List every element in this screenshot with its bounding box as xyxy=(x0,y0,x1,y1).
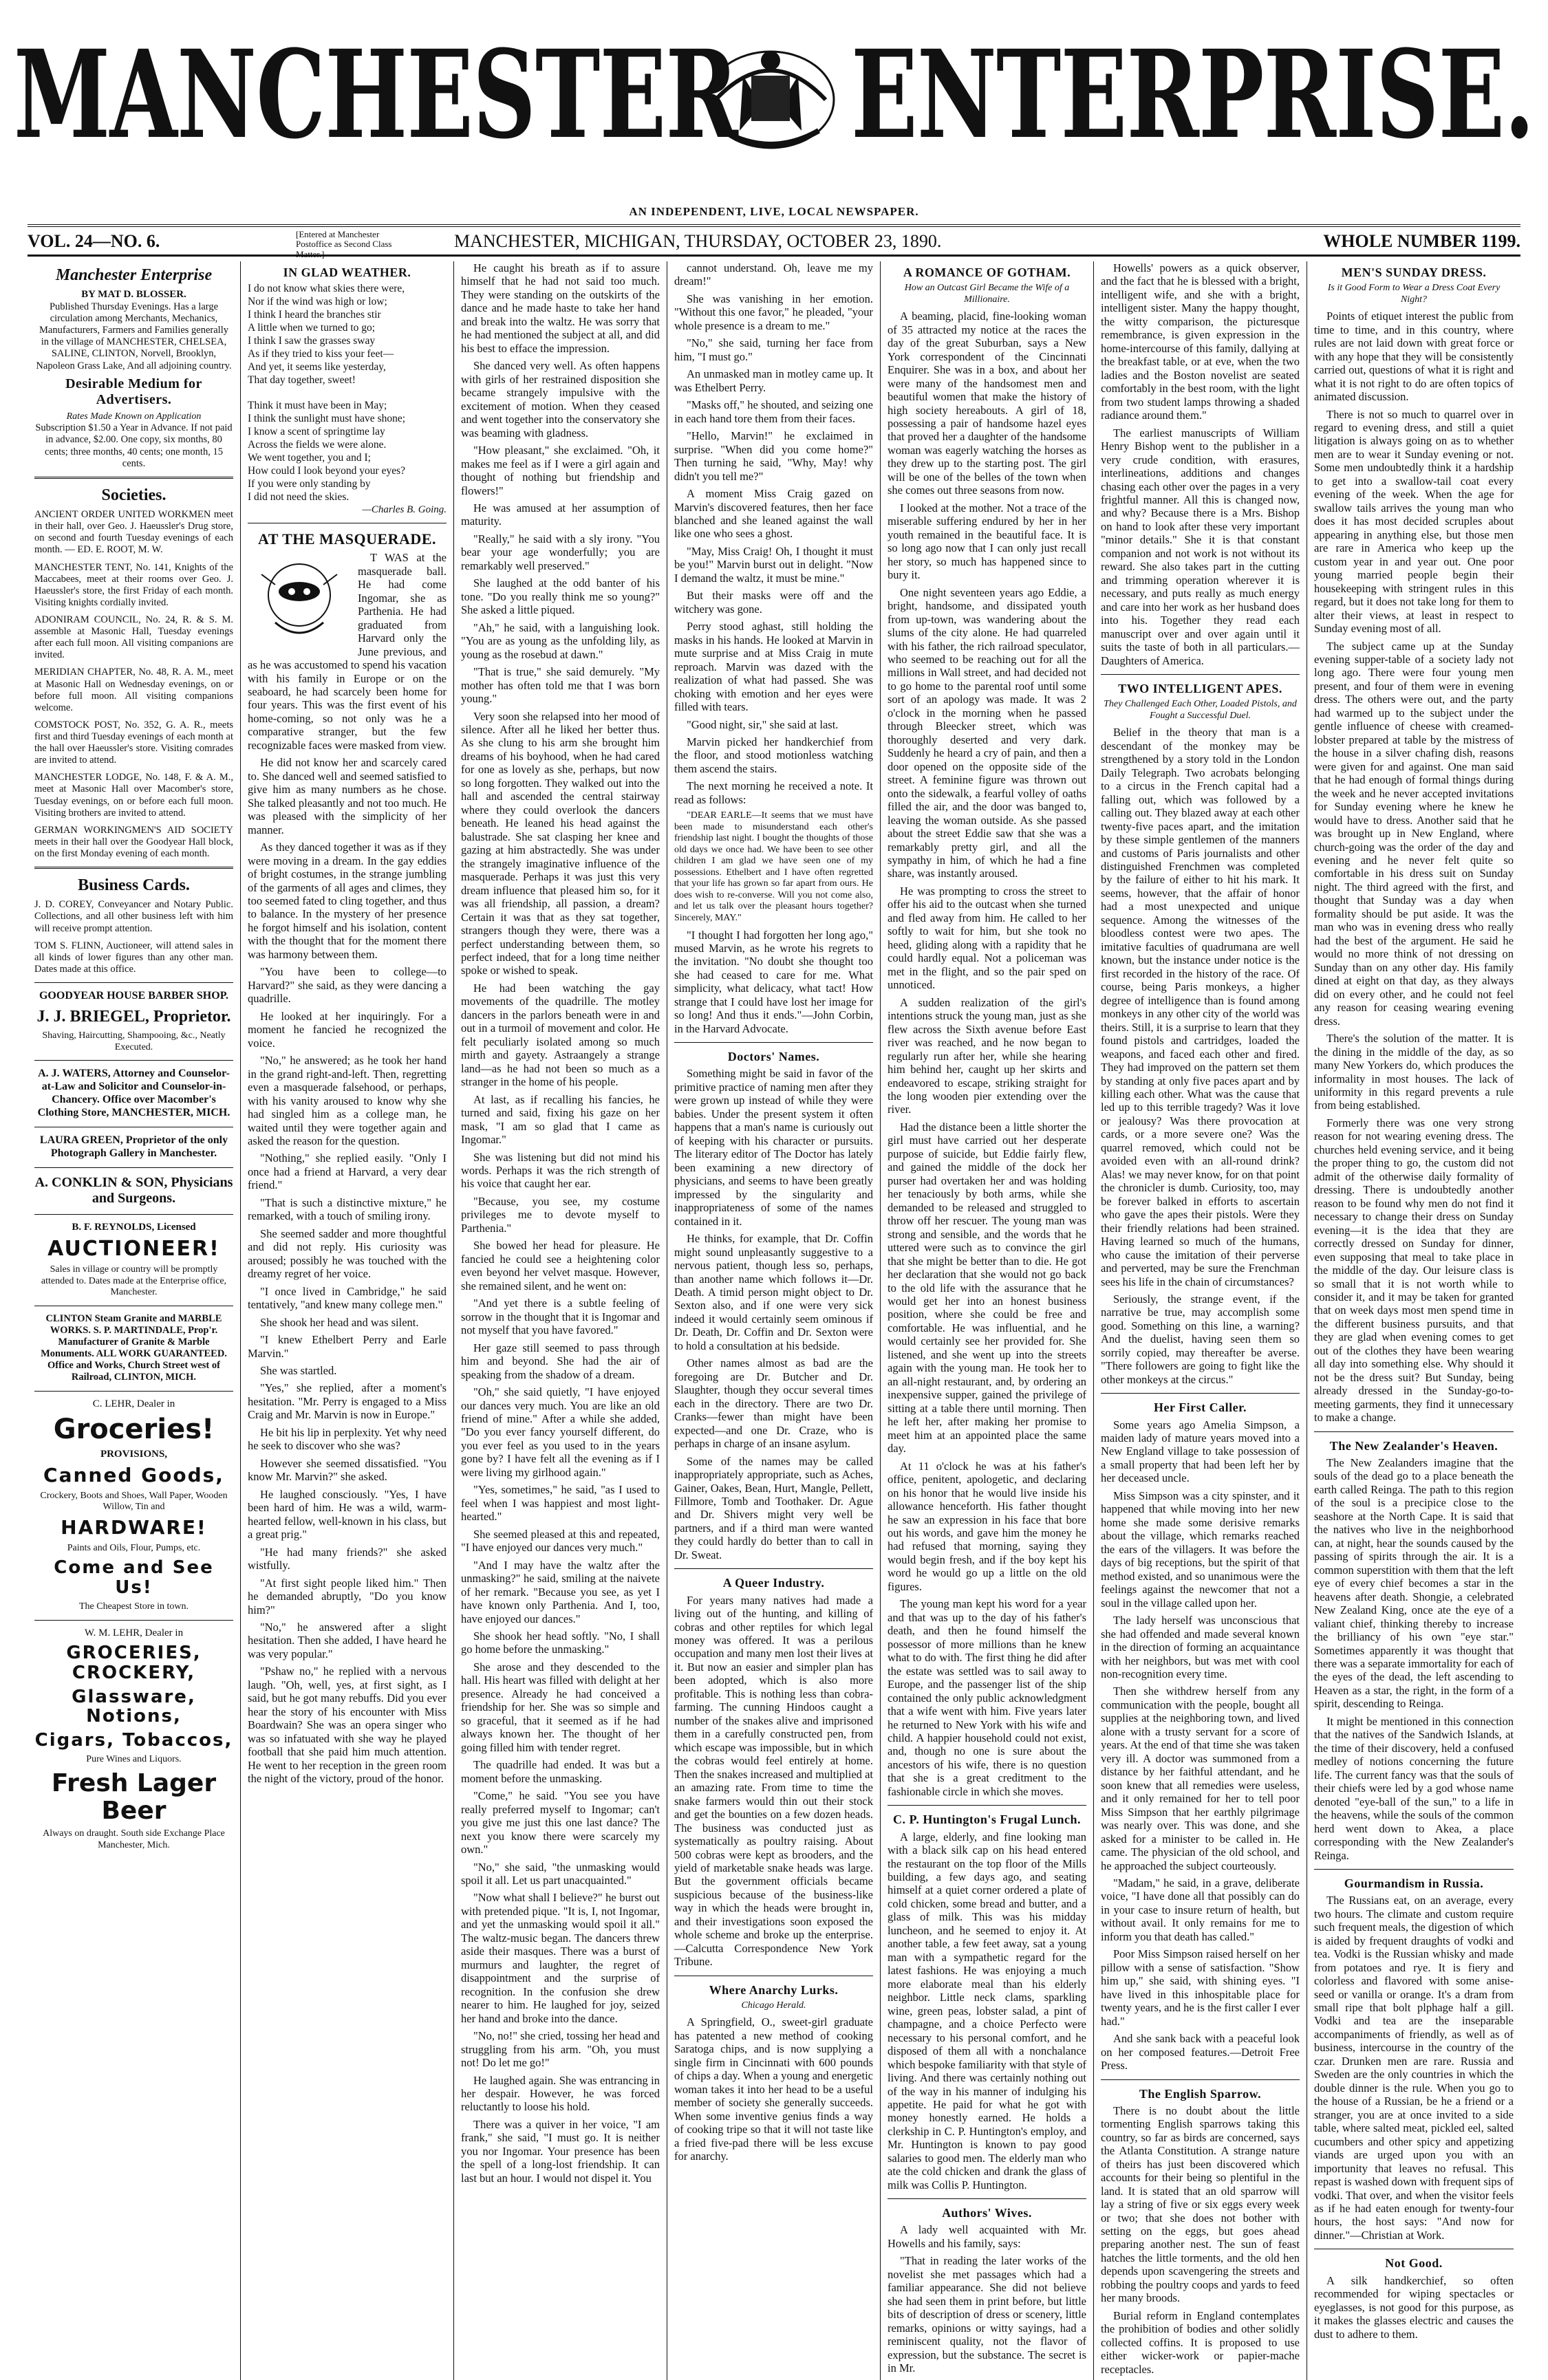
queer-industry-heading: A Queer Industry. xyxy=(722,1576,825,1590)
article-paragraph: Points of etiquet interest the public from time to time, and in this country, where rules are not laid down with great force or with any hope that they will be consistently carried out, questions of what it is right and what it is not right to do are often topics of animated discussion. xyxy=(1314,310,1514,404)
article-paragraph: Other names almost as bad are the foregoing are Dr. Butcher and Dr. Slaughter, though they occur several times each in the directory. There are two Dr. Cranks—fewer than might have been expected—and one Dr. Craze, who is perhaps in charge of an insane asylum. xyxy=(674,1356,873,1451)
divider xyxy=(888,2198,1086,2199)
story-paragraph: "You have been to college—to Harvard?" she said, as they were dancing a quadrille. xyxy=(248,965,447,1006)
divider xyxy=(1101,1393,1300,1394)
story-paragraph: He had been watching the gay movements of the quadrille. The motley dancers in the parlors beneath were in and out in a turmoil of movement and color. He felt peculiarly isolated among so much mirth and gayety. Astraangely a strange land—as he had not been so much as a stranger in the home of his people. xyxy=(461,981,660,1089)
society-item: MANCHESTER TENT, No. 141, Knights of the Maccabees, meet at their rooms over Geo. J. Haeussler's store, the first Friday of each month. Visiting knights cordially invited. xyxy=(34,561,233,608)
whole-number: WHOLE NUMBER 1199. xyxy=(1323,231,1520,251)
auctioneer-title: AUCTIONEER! xyxy=(47,1237,220,1262)
cheapest-store-line: The Cheapest Store in town. xyxy=(78,1601,189,1612)
tagline: AN INDEPENDENT, LIVE, LOCAL NEWSPAPER. xyxy=(629,205,919,218)
article-paragraph: And she sank back with a peaceful look on her composed features.—Detroit Free Press. xyxy=(1101,2032,1300,2073)
story-paragraph: She was listening but did not mind his words. Perhaps it was the rich strength of his voice that caught her ear. xyxy=(461,1150,660,1191)
huntington-heading: C. P. Huntington's Frugal Lunch. xyxy=(893,1813,1081,1827)
divider xyxy=(34,1167,233,1168)
story-paragraph: She shook her head softly. "No, I shall go home before the unmasking." xyxy=(461,1630,660,1656)
barber-proprietor: J. J. BRIEGEL, Proprietor. xyxy=(36,1007,231,1026)
society-item: GERMAN WORKINGMEN'S AID SOCIETY meets in their hall over the Goodyear Hall block, on the first Monday evening of each month. xyxy=(34,824,233,859)
story-paragraph: She laughed at the odd banter of his tone. "Do you really think me so young?" She asked a little piqued. xyxy=(461,576,660,617)
article-paragraph: The lady herself was unconscious that she had offended and made several known in the direction of forming an acquaintance with her neighbors, but was met with cool non-recognition every time. xyxy=(1101,1614,1300,1680)
story-paragraph: "May, Miss Craig! Oh, I thought it must be you!" Marvin burst out in delight. "Now I demand the waltz, it must be mine." xyxy=(674,544,873,585)
story-paragraph: A moment Miss Craig gazed on Marvin's discovered features, then her face blanched and she leaned against the wall like one who sees a ghost. xyxy=(674,487,873,541)
divider xyxy=(1101,2079,1300,2080)
story-paragraph: "Ah," he said, with a languishing look. "You are as young as the unfolding lily, as young as the rosebud at dawn." xyxy=(461,620,660,661)
subscription-text: Subscription $1.50 a Year in Advance. If not paid in advance, $2.00. One copy, six months, 80 cents; three months, 40 cents; one month, 15 cents. xyxy=(35,422,233,469)
volume-number: VOL. 24—NO. 6. xyxy=(28,231,160,251)
story-paragraph: "Come," he said. "You see you have really preferred myself to Ingomar; can't you give me just this one last dance? The next you know there were scarcely my own." xyxy=(461,1789,660,1857)
column-4 xyxy=(667,261,881,2380)
rates-line: Rates Made Known on Application xyxy=(66,411,202,422)
story-paragraph: "No," he answered; as he took her hand in the grand right-and-left. Then, regretting even a masquerade falsehood, or perhaps, with his vanity aroused to know why she had singled him as a college man, he waited until they were together again and asked the reason for the question. xyxy=(248,1054,447,1147)
story-paragraph: "Hello, Marvin!" he exclaimed in surprise. "When did you come home?" Then turning he said, "Why, May! why didn't you tell me?" xyxy=(674,429,873,483)
about-text: Published Thursday Evenings. Has a large circulation among Merchants, Mechanics, Manufacturers, Farmers and Families generally in the village of MANCHESTER, CHELSEA, SALINE, CLINTON, Norvell, Brooklyn, Napoleon Grass Lake, And all adjoining country. xyxy=(36,301,232,371)
michigan-seal-emblem xyxy=(702,28,839,165)
new-zealander-heading: The New Zealander's Heaven. xyxy=(1329,1438,1498,1453)
story-paragraph: He bit his lip in perplexity. Yet why need he seek to discover who she was? xyxy=(248,1425,447,1453)
story-paragraph: Marvin picked her handkerchief from the floor, and stood motionless watching them ascend the stairs. xyxy=(674,735,873,775)
society-item: MANCHESTER LODGE, No. 148, F. & A. M., meet at Masonic Hall over Macomber's store, Tuesday evenings, on or before each full moon. Visiting brothers are invited to attend. xyxy=(34,772,233,819)
story-paragraph: There was a quiver in her voice, "I am frank," she said, "I must go. It is neither you nor Ingomar. Your presence has been the spell of a long-lost friendship. It can last but an hour. I would not dispel it. You xyxy=(461,2117,660,2185)
article-paragraph: Miss Simpson was a city spinster, and it happened that while moving into her new home she made some derisive remarks about the village, which remarks reached the ears of the villagers. It was before the days of big receptions, but the spirit of that method existed, and so unanimous were the feelings against the newcomer that not a soul in the village called upon her. xyxy=(1101,1489,1300,1610)
story-paragraph: "Because, you see, my costume privileges me to devote myself to Parthenia." xyxy=(461,1194,660,1235)
story-paragraph: He looked at her inquiringly. For a moment he fancied he recognized the voice. xyxy=(248,1009,447,1050)
story-paragraph: She seemed pleased at this and repeated, "I have enjoyed our dances very much." xyxy=(461,1527,660,1555)
divider xyxy=(674,1042,873,1043)
article-paragraph: At 11 o'clock he was at his father's office, penitent, apologetic, and declaring on his honor that he would live inside his allowance henceforth. His father thought he saw an expression in his face that bore out his words, and gave him the money he had refused that morning, saying they would begin fresh, and if the boy kept his word he would go up a little on the old figures. xyxy=(888,1459,1086,1593)
lager-beer-title: Fresh Lager Beer xyxy=(51,1768,217,1825)
article-paragraph: The young man kept his word for a year and that was up to the day of his father's death, and then he found himself the possessor of more millions than he knew what to do with. The first thing he did after the estate was settled was to sail away to Europe, and the passenger list of the ship contained the only public acknowledgment that a wife went with him. Five years later he returned to New York with his wife and child. A happier household could not exist, and, though no one is sure about the ancestors of his wife, there is no question that she is a great creditment to the fashionable circle in which she moves. xyxy=(888,1597,1086,1798)
article-paragraph: A large, elderly, and fine looking man with a black silk cap on his head entered the restaurant on the top floor of the Mills building, a few days ago, and seating himself at a quiet corner ordered a plate of cold chicken, some bread and butter, and a glass of milk. This was his midday luncheon, and he seemed to enjoy it. At another table, a few feet away, sat a young man with a sympathetic regard for the latest fashions. He was enjoying a much more elaborate meal than his elderly neighbor. Little neck clams, sparkling wine, green peas, lobster salad, a pint of champagne, and a choice Perfecto were necessary to his personal comfort, and he disposed of them all with a nonchalance which bespoke familiarity with that style of living. And there was certainly nothing out of the way in his manner of indulging his appetite. He paid for what he got with money honestly earned. He holds a clerkship in C. P. Huntington's employ, and Mr. Huntington is known to pay good salaries to good men. The elderly man who ate the cold chicken and drank the glass of milk was Collis P. Huntington. xyxy=(888,1830,1086,2192)
divider xyxy=(34,982,233,983)
column-6 xyxy=(1094,261,1307,2380)
apes-title: TWO INTELLIGENT APES. xyxy=(1118,682,1282,696)
article-paragraph: The Russians eat, on an average, every two hours. The climate and custom require such frequent meals, the digestion of which is aided by frequent draughts of vodki and tea. Vodki is the Russian whisky and made from potatoes and rye. It is fiery and colorless and flavored with some anise-seed or vanilla or orange. It's a dram from small ripe that bolt plphage half a gill. Vodki and tea are the inseparable accompaniments of friendly, as well as of business, intercourse in the country of the czar. Drunken men are rare. Russia and Sweden are the only countries in which the double dinner is the rule. When you go to the house of a Russian, be he a friend or a stranger, you are at once invited to a side table, where salted meat, pickled eel, salted cucumbers and other spicy and appetizing viands are urged upon you with an importunity that leaves no refusal. This repast is washed down with frequent sips of vodki. That over, and when the visitor feels as if he had eaten enough for twenty-four hours, the host says: "And now for dinner."—Christian at Work. xyxy=(1314,1894,1514,2242)
business-card: J. D. COREY, Conveyancer and Notary Public. Collections, and all other business left with him will receive prompt attention. xyxy=(34,899,233,934)
story-paragraph: "Good night, sir," she said at last. xyxy=(687,717,839,731)
article-paragraph: Howells' powers as a quick observer, and the fact that he is blessed with a bright, intelligent wife, and she with a bright, intelligent sister. Many the happy thought, the witty comparison, the picturesque remembrance, is given expression in the home-intercourse of this family, dallying at the breakfast table, or at eve, when the two ladies and the Boston novelist are seated comfortably in the best room, with the light from two student lamps throwing a shaded radiance around them." xyxy=(1101,261,1300,422)
article-paragraph: Formerly there was one very strong reason for not wearing evening dress. The churches held evening service, and it being the proper thing to go, the custom did not admit of the otherwise daily formality of dressing. There is undoubtedly another reason to be found why men do not find it necessary to change their dress on Sunday evening—it is the idea that they are correctly dressed on Sunday for dinner, even supposing that meal to take place in the middle of the day. Our leisure class is so small that it is not worth while to consider it, and it may be taken for granted that on week days most men spend time in the different business pursuits, and that they are glad when evening comes to get out of the clothes they have been wearing all day into something else. Why should it not be the dress suit? But Sunday, being already dressed in the Sunday-go-to-meeting garments, they find it unnecessary to make a change. xyxy=(1314,1116,1514,1425)
romance-subtitle: How an Outcast Girl Became the Wife of a Millionaire. xyxy=(904,283,1070,305)
article-paragraph: Had the distance been a little shorter the girl must have carried out her desperate purpose of suicide, but Eddie fairly flew, and gained the middle of the dock her purser had overtaken her and was holding her tenaciously by both arms, while she demanded to be released and struggled to throw off her rescuer. The young man was strong and sensible, and the words that he uttered were such as to convince the girl that she might be better than to die. He got her declaration that she would not go back to the old life with the assurance that he would get her into an honest business position, where she could be free and comfortable. He was influential, and he would certainly see her provided for. She listened, and she went up into the streets again with the young man. He took her to an all-night restaurant, and, by ordering an inexpensive supper, gained the privilege of sitting at a table there until morning. Then he left her, after making her promise to meet him at an appointed place the same day. xyxy=(888,1120,1086,1456)
story-paragraph: "I once lived in Cambridge," he said tentatively, "and knew many college men." xyxy=(248,1284,447,1312)
article-paragraph: There's the solution of the matter. It is the dining in the middle of the day, as so many New Yorkers do, which produces the informality in most houses. The lack of uniformity in this regard prevents a rule from being established. xyxy=(1314,1032,1514,1112)
russia-heading: Gourmandism in Russia. xyxy=(1344,1876,1484,1890)
hardware-title: HARDWARE! xyxy=(61,1515,207,1539)
divider xyxy=(1101,674,1300,675)
dateline-bar xyxy=(28,224,1520,257)
story-paragraph: "He had many friends?" she asked wistfully. xyxy=(248,1545,447,1572)
story-paragraph: She was startled. xyxy=(260,1364,337,1377)
masquerade-illustration xyxy=(248,554,351,650)
story-paragraph: cannot understand. Oh, leave me my dream!" xyxy=(674,261,873,288)
society-item: ANCIENT ORDER UNITED WORKMEN meet in their hall, over Geo. J. Haeussler's Drug store, on second and fourth Tuesday evenings of each month. — ED. E. ROOT, M. W. xyxy=(34,509,233,556)
article-paragraph: For years many natives had made a living out of the hunting, and killing of cobras and other reptiles for which legal money was offered. It was a perilous occupation and many men lost their lives at it. But now an easier and simpler plan has been adopted, which is also more profitable. This is nothing less than cobra-farming. The cunning Hindoos caught a number of the snakes alive and imprisoned them in a carefully constructed pen, from which escape was impossible, but in which the cobras would feel entirely at home. Then the snakes increased and multiplied at an amazing rate. From time to time the snake farmers would thin out their stock and get the bounties on a few dozen heads. The business was conducted just as systematically as poultry raising. About 500 cobras were kept as brooders, and the yield of marketable snake heads was large. But the government officials became suspicious because of the business-like way in which the heads were brought in, and their investigations soon exposed the whole scheme and broke up the enterprise.—Calcutta Correspondence New York Tribune. xyxy=(674,1593,873,1969)
newspaper-page xyxy=(14,21,1534,2376)
poem-title: IN GLAD WEATHER. xyxy=(283,266,411,279)
divider xyxy=(34,477,233,479)
story-paragraph: "That is such a distinctive mixture," he remarked, with a touch of smiling irony. xyxy=(248,1196,447,1223)
apes-subtitle: They Challenged Each Other, Loaded Pistols, and Fought a Successful Duel. xyxy=(1104,699,1297,721)
authors-wives-heading: Authors' Wives. xyxy=(942,2206,1032,2220)
anarchy-heading: Where Anarchy Lurks. xyxy=(709,1982,839,1997)
glassware-title: Glassware, Notions, xyxy=(72,1686,196,1727)
first-caller-heading: Her First Caller. xyxy=(1154,1400,1247,1415)
story-paragraph: He was amused at her assumption of maturity. xyxy=(461,501,660,528)
story-paragraph: He did not know her and scarcely cared to. She danced well and seemed satisfied to give him as many numbers as he chose. She talked pleasantly and not too much. He was pleased with the simplicity of her manner. xyxy=(248,756,447,836)
story-paragraph: "I thought I had forgotten her long ago," mused Marvin, as he wrote his regrets to the invitation. "No doubt she thought too she had ceased to care for me. What simplicity, what delicacy, what tact! How strange that I could have lost her image for so long! And thus it ends."—John Corbin, in the Harvard Advocate. xyxy=(674,928,873,1035)
story-paragraph: He laughed consciously. "Yes, I have been hard of him. He was a wild, warm-hearted fellow, well-known in his class, but a great prig." xyxy=(248,1487,447,1541)
provisions-line: PROVISIONS, xyxy=(100,1449,168,1460)
story-paragraph: "That is true," she said demurely. "My mother has often told me that I was born young." xyxy=(461,665,660,706)
story-paragraph: As they danced together it was as if they were moving in a dream. In the gay eddies of bright costumes, in the strange jumbling of the garments of all ages and climes, they too seemed fated to cling together, and thus to balance. In the mystery of her presence he forgot himself and his isolation, content with the thought that for the moment there was harmony between them. xyxy=(248,841,447,961)
story-paragraph: "No," she said, "the unmasking would spoil it all. Let us part unacquainted." xyxy=(461,1860,660,1887)
article-paragraph: The earliest manuscripts of William Henry Bishop went to the publisher in a very crude condition, with erasures, interlineations, additions and changes chasing each other over the pages in a very frightful manner. All this is changed now, and why? Because there is a Mrs. Bishop on hand to look after these very important "minor details." She it is that constant companion and not work is not without its reward. She also takes part in the cutting and trimming operation wherever it is necessary, and puts really as much energy and care into her work as her husband does into his. Together they read each manuscript over and over again until it suits the taste of both in all particulars.—Daughters of America. xyxy=(1101,426,1300,667)
barber-shop-heading: GOODYEAR HOUSE BARBER SHOP. xyxy=(39,990,228,1002)
canned-goods-title: Canned Goods, xyxy=(43,1463,224,1486)
article-paragraph: The New Zealanders imagine that the souls of the dead go to a place beneath the earth called Reinga. The path to this region of the soul is a precipice close to the seashore at the North Cape. It is said that the natives who live in the neighborhood can, at night, hear the sounds caused by the passing of spirits through the air. It is a common superstition with them that the left eye of every chief becomes a star in the heavens after death. Shongie, a celebrated New Zealand King, once ate the eye of a valiant chief, thinking thereby to increase the brilliancy of his own "eye star." Sometimes apparently it was thought that there was a separate immortality for each of the eyes of the dead, the left ascending to Heaven as a star, the right, in the form of a spirit, descending to Reinga. xyxy=(1314,1456,1514,1711)
publisher: BY MAT D. BLOSSER. xyxy=(81,289,186,301)
article-paragraph: "That in reading the later works of the novelist she met passages which had a familiar appearance. She did not believe she had seen them in print before, but little bits of description of dress or scenery, little remarks, opinions or witty sayings, had a reminiscent quality, not the flavor of expression, but the substance. The secret is in Mr. xyxy=(888,2254,1086,2375)
story-paragraph: She seemed sadder and more thoughtful and did not reply. His curiosity was aroused; possibly he was touched with the dreamy regret of her voice. xyxy=(248,1226,447,1281)
divider xyxy=(1314,1869,1514,1870)
photo-gallery-card: LAURA GREEN, Proprietor of the only Photograph Gallery in Manchester. xyxy=(39,1134,228,1159)
society-item: COMSTOCK POST, No. 352, G. A. R., meets first and third Tuesday evenings of each month at the hall over Haeussler's store. Visiting comrades are invited to attend. xyxy=(34,719,233,766)
divider xyxy=(1314,1431,1514,1432)
article-paragraph: The subject came up at the Sunday evening supper-table of a society lady not long ago. There were four young men present, and four of them were in evening dress. The others were out, and the party had warmed up to the subject under the gentle influence of cheese with creamed-lobster prepared at table by the mistress of the house in a silver chafing dish, reasons were given for and against. One man said that he had enough of formal things during the week and he never accepted invitations for Sunday evening where he knew he would have to dress. Another said that he was brought up in New England, where church-going was the order of the day and evening and he never felt quite so comfortable in his dress suit on Sunday night. The third agreed with the first, and thought that Sunday was a day when formality should be put aside. It was the man who was in evening dress who really had the best of the argument. He said he would no more think of not dressing on Sunday than on any other day. His family dined at eight on that day, as they always did on every other, and he could not feel any reason for ceasing wearing evening dress. xyxy=(1314,639,1514,1028)
lehr-dealer: C. LEHR, Dealer in xyxy=(92,1398,175,1409)
romance-title: A ROMANCE OF GOTHAM. xyxy=(903,266,1071,279)
sparrow-heading: The English Sparrow. xyxy=(1139,2086,1262,2101)
business-cards-heading: Business Cards. xyxy=(78,876,190,895)
not-good-heading: Not Good. xyxy=(1385,2256,1443,2271)
paints-line: Paints and Oils, Flour, Pumps, etc. xyxy=(67,1542,201,1553)
letter-text: "DEAR EARLE—It seems that we must have been made to misunderstand each other's friendship last night. I bought the thoughts of those old days we once had. We have been to see other children I am glad we have seen one of my possessions. Ethelbert and I have often regretted that your life has grown so far apart from ours. He does wish to re-converse. Will you not come also, and let us talk over the pleasant hours together? Sincerely, MAY." xyxy=(674,810,873,923)
story-title: AT THE MASQUERADE. xyxy=(258,530,436,548)
column-1 xyxy=(28,261,241,2380)
story-paragraph: T WAS at the masquerade ball. He had come Ingomar, she as Parthenia. He had graduated from Harvard only the June previous, and as he was accustomed to spend his vacation with his family in Europe or on the seaboard, he had scarcely been home for four years. This was the first event of his home-coming, so not only was he a comparative stranger, but the few recognizable faces were masked from view. xyxy=(248,551,447,752)
society-item: MERIDIAN CHAPTER, No. 48, R. A. M., meet at Masonic Hall on Wednesday evenings, on or before full moon. All visiting companions welcome. xyxy=(34,667,233,713)
masthead-title-right: ENTERPRISE. xyxy=(851,23,1534,166)
story-paragraph: Her gaze still seemed to pass through him and beyond. She had the air of speaking from the shadow of a dream. xyxy=(461,1341,660,1381)
article-paragraph: I looked at the mother. Not a trace of the miserable suffering endured by her in her youth remained in the beautiful face. It is so long ago now that I can only just recall her story, so much has happened since to bury it. xyxy=(888,501,1086,582)
doctors-heading: Doctors' Names. xyxy=(727,1050,820,1064)
place-date: MANCHESTER, MICHIGAN, THURSDAY, OCTOBER 23, 1890. xyxy=(454,231,942,251)
article-paragraph: He was prompting to cross the street to offer his aid to the outcast when she turned and fled away from him. He called to her softly to wait for him, but she took no heed, gliding along with a rapidity that he could hardly equal. Not a policeman was met in the flight, and so the pair sped on unnoticed. xyxy=(888,884,1086,992)
story-paragraph: "Yes, sometimes," he said, "as I used to feel when I was happiest and most light-hearted." xyxy=(461,1483,660,1524)
article-paragraph: A sudden realization of the girl's intentions struck the young man, just as she flew across the Sixth avenue before East river was reached, and he now began to regularly run after her, while she hearing him behind her, caught up her skirts and endeavored to escape, striking straight for the long wooden pier extending over the river. xyxy=(888,995,1086,1116)
article-paragraph: There is no doubt about the little tormenting English sparrows taking this country, so far as birds are concerned, says the Atlanta Constitution. A strange nature of theirs has just been discovered which accounts for their being so plentiful in the land. It is stated that an old sparrow will lay a string of five or six eggs every week or two; that she does not bother with setting on the eggs, but goes ahead preparing another nest. The sun of feast hatches the little torments, and the old hen depends upon scavengering the streets and robbing the poultry coops and yards to feed her many broods. xyxy=(1101,2103,1300,2305)
paper-name: Manchester Enterprise xyxy=(55,266,213,284)
column-5 xyxy=(881,261,1094,2380)
barber-services: Shaving, Haircutting, Shampooing, &c., Neatly Executed. xyxy=(42,1030,226,1052)
sunday-dress-title: MEN'S SUNDAY DRESS. xyxy=(1341,266,1487,279)
story-paragraph: "Really," he said with a sly irony. "You bear your age wonderfully; you are remarkably well preserved." xyxy=(461,532,660,572)
article-paragraph: A silk handkerchief, so often recommended for wiping spectacles or eyeglasses, is not good for this purpose, as it makes the glasses electric and causes the dust to adhere to them. xyxy=(1314,2273,1514,2341)
column-2 xyxy=(241,261,454,2380)
story-paragraph: "And I may have the waltz after the unmasking?" he said, smiling at the naivete of her remark. "Because you see, as yet I have known only Parthenia. And I, too, have enjoyed our dances." xyxy=(461,1558,660,1625)
article-paragraph: Some of the names may be called inappropriately appropriate, such as Aches, Gainer, Oakes, Bean, Hurt, Mangle, Pellett, Fillmore, Tomb and Toothaker. Dr. Ague and Dr. Shivers might very well be partners, and if a third man were wanted they could hardly do better than to call in Dr. Sweat. xyxy=(674,1454,873,1561)
story-paragraph: "Yes," she replied, after a moment's hesitation. "Mr. Perry is engaged to a Miss Craig and Mr. Marvin is now in Europe." xyxy=(248,1381,447,1422)
advertisers-heading: Desirable Medium for Advertisers. xyxy=(65,376,202,408)
story-paragraph: "How pleasant," she exclaimed. "Oh, it makes me feel as if I were a girl again and thought of nothing but friendship and flowers!" xyxy=(461,444,660,497)
article-paragraph: Something might be said in favor of the primitive practice of naming men after they were grown up instead of while they were babies. Under the present system it often happens that a man's name is curiously out of keeping with his character or pursuits. The literary editor of The Doctor has lately been examining a new directory of physicians, and seems to have been greatly impressed by the singularity and inappropriateness of some of the names contained in it. xyxy=(674,1067,873,1228)
columns xyxy=(28,261,1520,2376)
groceries-crockery-title: GROCERIES, CROCKERY, xyxy=(66,1643,202,1684)
story-paragraph: "Masks off," he shouted, and seizing one in each hand tore them from their faces. xyxy=(674,398,873,425)
auctioneer-name: B. F. REYNOLDS, Licensed xyxy=(72,1221,196,1233)
society-item: ADONIRAM COUNCIL, No. 24, R. & S. M. assemble at Masonic Hall, Tuesday evenings after each full moon. All visiting companions are invited. xyxy=(34,614,233,661)
story-paragraph: But their masks were off and the witchery was gone. xyxy=(674,589,873,616)
auctioneer-text: Sales in village or country will be promptly attended to. Dates made at the Enterprise office, Manchester. xyxy=(41,1264,227,1298)
article-paragraph: "Madam," he said, in a grave, deliberate voice, "I have done all that possibly can do in your case to insure return of health, but without avail. It only remains for me to inform you that death has called." xyxy=(1101,1876,1300,1943)
story-paragraph: "No," he answered after a slight hesitation. Then she added, I have heard he was very popular." xyxy=(248,1620,447,1660)
story-paragraph: "At first sight people liked him." Then he demanded abruptly, "Do you know him?" xyxy=(248,1576,447,1616)
story-paragraph: "Pshaw no," he replied with a nervous laugh. "Oh, well, yes, at first sight, as I said, but he got many rebuffs. Did you ever hear the story of his encounter with Miss Boardwain? She was an opera singer who was so infatuated with she way he played football that she paid him much attention. He went to her reception in the green room the night of the victory, proud of the honor. xyxy=(248,1665,447,1786)
divider xyxy=(34,1214,233,1215)
business-card: TOM S. FLINN, Auctioneer, will attend sales in all kinds of lower figures than any other man. Dates made at this office. xyxy=(34,940,233,975)
article-paragraph: Burial reform in England contemplates the prohibition of bodies and other solidly collected coffins. It is proposed to use either wicker-work or papier-mache receptacles. xyxy=(1101,2308,1300,2376)
societies-heading: Societies. xyxy=(101,486,166,504)
divider xyxy=(888,1805,1086,1806)
story-paragraph: An unmasked man in motley came up. It was Ethelbert Perry. xyxy=(674,367,873,394)
masthead xyxy=(14,21,1534,179)
draught-line: Always on draught. South side Exchange Place Manchester, Mich. xyxy=(43,1828,225,1850)
crockery-line: Crockery, Boots and Shoes, Wall Paper, Wooden Willow, Tin and xyxy=(40,1490,228,1513)
divider xyxy=(34,1620,233,1621)
story-paragraph: "I knew Ethelbert Perry and Earle Marvin." xyxy=(248,1333,447,1360)
article-paragraph: Some years ago Amelia Simpson, a maiden lady of mature years moved into a New England village to take possession of a small property that had been left her by her deceased uncle. xyxy=(1101,1418,1300,1485)
attorney-card: A. J. WATERS, Attorney and Counselor-at-Law and Solicitor and Counselor-in-Chancery. Office over Macomber's Clothing Store, MANCHESTER, MICH. xyxy=(37,1068,230,1118)
divider xyxy=(674,1568,873,1569)
poem-text: I do not know what skies there were, Nor if the wind was high or low; I think I heard the branches stir A little when we turned to go; I think I saw the grasses sway As if they tried to kiss your feet— And yet, it seems like yesterday, That day together, sweet! Think it must have been in May; I think the sunlight must have shone; I know a scent of springtime lay Across the fields we were alone. We went together, you and I; How could I look beyond your eyes? If you were only standing by I did not need the skies. xyxy=(248,283,406,503)
story-paragraph: "No," she said, turning her face from him, "I must go." xyxy=(674,336,873,363)
story-paragraph: "No, no!" she cried, tossing her head and struggling from his arm. "Oh, you must not! Do let me go!" xyxy=(461,2029,660,2070)
story-paragraph: She danced very well. As often happens with girls of her restrained disposition she became strangely impulsive with the excitement of motion. When they ceased and went together into the conservatory she was beaming with gladness. xyxy=(461,359,660,440)
article-paragraph: He thinks, for example, that Dr. Coffin might sound unpleasantly suggestive to a nervous patient, though less so, perhaps, than another name which follows it—Dr. Death. A timid person might object to Dr. Sexton also, and if one were very sick indeed it would certainly seem ominous if Dr. Death, Dr. Coffin and Dr. Sexton were to hold a consultation at his bedside. xyxy=(674,1232,873,1352)
story-paragraph: She shook her head and was silent. xyxy=(260,1315,419,1329)
story-paragraph: "Now what shall I believe?" he burst out with pretended pique. "It is, I, not Ingomar, and yet the unmasking would spoil it all." The waltz-music began. The dancers threw aside their masques. There was a burst of murmurs and laughter, the regret of disappointment and the surprise of recognition. In the confusion she drew nearer to him. He laughed for joy, seized her hand and broke into the dance. xyxy=(461,1891,660,2025)
story-paragraph: The next morning he received a note. It read as follows: xyxy=(674,779,873,806)
article-paragraph: Then she withdrew herself from any communication with the people, bought all supplies at the neighboring town, and lived alone with a trusty servant for a score of years. At the end of that time she was taken very ill. A doctor was summoned from a distance by her faithful attendant, and he soon knew that all remedies were useless, and it only remained for her to tell poor Miss Simpson that her earthly pilgrimage was nearly over. This was done, and she asked for a minister to be called in. He came. The physician of the old school, and he approached the subject courteously. xyxy=(1101,1685,1300,1872)
article-paragraph: Seriously, the strange event, if the narrative be true, may accomplish some good. Something on this line, a warning? And the duelist, having seen them so sorrily copied, may thereafter be averse. "There followers are going to fight like the other monkeys at the circus." xyxy=(1101,1292,1300,1386)
story-paragraph: He laughed again. She was entrancing in her despair. However, he was forced reluctantly to loose his hold. xyxy=(461,2073,660,2114)
story-paragraph: "And yet there is a subtle feeling of sorrow in the thought that it is Ingomar and not myself that you have favored." xyxy=(461,1297,660,1337)
wm-lehr-dealer: W. M. LEHR, Dealer in xyxy=(84,1627,184,1638)
article-paragraph: Poor Miss Simpson raised herself on her pillow with a sense of satisfaction. "Show him up," she said, with shining eyes. "I have lived in this inhospitable place for twenty years, and he is the first caller I ever had." xyxy=(1101,1947,1300,2028)
article-paragraph: There is not so much to quarrel over in regard to evening dress, and still a quiet litigation is always going on as to whether men are to wear it Sunday evening or not. Some men undoubtedly think it a hardship to get into a swallow-tail coat every evening of the week. When the age for swallow tails arrives the young man who does it has most decided scruples about appearing in anything else, but those men are rare in America who keep up the custom year in and year out. One poor young married people begin their housekeeping with stringent rules in this regard, but it does not take long for them to alter their views, at least in respect to Sunday evening most of all. xyxy=(1314,407,1514,636)
article-paragraph: It might be mentioned in this connection that the natives of the Sandwich Islands, at the time of their discovery, held a confused medley of notions concerning the future life. The current fancy was that the souls of their chiefs were led by a god whose name denoted "eye-ball of the sun," to a life in the heavens, while the souls of the common herd went down to Akea, a place corresponding with the New Zealander's Reinga. xyxy=(1314,1714,1514,1862)
physicians-card: A. CONKLIN & SON, Physicians and Surgeons. xyxy=(34,1174,233,1207)
wines-line: Pure Wines and Liquors. xyxy=(86,1754,182,1765)
column-7 xyxy=(1307,261,1520,2380)
article-paragraph: A lady well acquainted with Mr. Howells and his family, says: xyxy=(888,2223,1086,2250)
story-paragraph: Perry stood aghast, still holding the masks in his hands. He looked at Marvin in mute surprise and at Miss Craig in mute reproach. Marvin was dazed with the realization of what had passed. She was choking with emotion and her eyes were filled with tears. xyxy=(674,620,873,714)
article-paragraph: Belief in the theory that man is a descendant of the monkey may be strengthened by a story told in the London Daily Telegraph. Two acrobats belonging to a circus in the French capital had a falling out, which was followed by a calling out. They blazed away at each other twenty-five paces apart, and the imitation by these simple gentlemen of the manners and customs of Paris journalists and other distinguished Frenchmen was completed by the failure of either to hit his mark. It seems, however, that the affair of honor had a most unexpected and unique sequence. Among the witnesses of the bloodless contest were two apes. The imitative faculties of quadrumana are well known, but the instance under notice is the first recorded in the history of the race. Of course, being Paris monkeys, a higher degree of intelligence than is found among monkeys in any other city of the world was theirs. Still, it is a surprise to learn that they found pistols and cartridges, loaded the weapons, and faced each other and fired. They had improved on the pattern set them by standing at only five paces apart and by killing each other. What was the cause that led up to this terrible tragedy? Was it love or jealousy? Was there provocation at cards, or a more severe one? Was the quarrel removed, which could not be avoided even with an all-round drink? Alas! we may never know, for on that point the chronicler is dumb. Curiosity, too, may be forever balked in efforts to ascertain who gave the apes their pistols. Were they their friendly relations had been strained. Having learned so much of the humans, who cause the imitation of their perverse and perverted, may be sure the Frenchman sees his life in the chain of circumstances? xyxy=(1101,726,1300,1288)
story-paragraph: "Nothing," she replied easily. "Only I once had a friend at Harvard, a very dear friend." xyxy=(248,1151,447,1192)
story-paragraph: She arose and they descended to the hall. His heart was filled with delight at her presence. Already he had conceived a friendship for her. She was so simple and so graceful, that it seemed as if he had always known her. The thought of her going filled him with tender regret. xyxy=(461,1660,660,1754)
article-paragraph: A beaming, placid, fine-looking woman of 35 attracted my notice at the races the day of the great Suburban, says a New York correspondent of the Cincinnati Enquirer. She was in a box, and about her were many of the handsomest men and beautiful women that make the history of high society hereabouts. A girl of 18, possessing a pair of handsome hazel eyes that proved her a daughter of the handsome woman was eagerly watching the horses as they drew up to the starting post. The girl will be one of the belles of the town when she comes out three seasons from now. xyxy=(888,310,1086,497)
come-and-see-title: Come and See Us! xyxy=(54,1557,214,1598)
story-paragraph: She was vanishing in her emotion. "Without this one favor," he pleaded, "your whole presence is a dream to me." xyxy=(674,292,873,332)
marble-works-card: CLINTON Steam Granite and MARBLE WORKS. S. P. MARTINDALE, Prop'r. Manufacturer of Granite & Marble Monuments. ALL WORK GUARANTEED. Office and Works, Church Street west of Railroad, CLINTON, MICH. xyxy=(41,1312,227,1383)
article-paragraph: A Springfield, O., sweet-girl graduate has patented a new method of cooking Saratoga chips, and is now supplying a single firm in Cincinnati with 600 pounds of chips a day. When a young and energetic woman takes it into her head to be a useful member of society she generally succeeds. When some inventive genius finds a way of cooking tripe so that it will not taste like a fried five-pad there will be less excuse for anarchy. xyxy=(674,2015,873,2163)
story-paragraph: Very soon she relapsed into her mood of silence. After all he liked her better thus. As she clung to his arm she brought him dreams of his boyhood, when he had cared for one as lovely as she, perhaps, but now so long forgotten. They walked out into the hall and ascended the central stairway where they could overlook the dancers beneath. He leaned his head against the balustrade. She sat clasping her knee and gazing at him abstractedly. She was under the strangely imaginative influence of the masquerade. Perhaps it was just this very dream influence that pleased him so, for it was all friendship, all passion, a dream? Certain it was that as they sat together, strangers though they were, there was a perfect understanding between them, so perfect indeed, that for a long time neither spoke or wished to speak. xyxy=(461,709,660,977)
divider xyxy=(34,1060,233,1061)
story-paragraph: She bowed her head for pleasure. He fancied he could see a heightening color even beyond her velvet masque. However, she remained silent, and he went on: xyxy=(461,1239,660,1292)
divider xyxy=(34,1391,233,1392)
cigars-title: Cigars, Tobaccos, xyxy=(34,1729,233,1751)
article-paragraph: One night seventeen years ago Eddie, a bright, handsome, and dissipated youth from up-town, was wandering about the slums of the city alone. He had quarreled with his father, the rich railroad speculator, who seemed to be reaching out for all the millions in Wall street, and had decided not to go home to the parental roof until some sort of an apology was made. It was 2 o'clock in the morning when he passed through Bleecker street, which was thoroughly deserted and very dark. Suddenly he heard a cry of pain, and then a door opened on the opposite side of the street. A feminine figure was thrown out onto the sidewalk, a fearful volley of oaths filled the air, and the door was banged to, leaving the woman outside. As she passed about the street Eddie saw that she was a remarkably pretty girl, and all the sympathy in him, of which he had a fine share, was instantly aroused. xyxy=(888,585,1086,880)
story-paragraph: At last, as if recalling his fancies, he turned and said, fixing his gaze on her mask, "I am so glad that I came as Ingomar." xyxy=(461,1092,660,1147)
sunday-dress-subtitle: Is it Good Form to Wear a Dress Coat Every Night? xyxy=(1327,283,1501,305)
anarchy-source: Chicago Herald. xyxy=(741,2000,806,2011)
poem-author: —Charles B. Going. xyxy=(362,504,447,515)
groceries-title: Groceries! xyxy=(53,1414,215,1446)
story-paragraph: The quadrille had ended. It was but a moment before the unmasking. xyxy=(461,1758,660,1785)
postoffice-note: [Entered at Manchester Postoffice as Second Class Matter.] xyxy=(296,229,392,259)
story-paragraph: However she seemed dissatisfied. "You know Mr. Marvin?" she asked. xyxy=(248,1456,447,1484)
story-paragraph: He caught his breath as if to assure himself that he had not said too much. They were standing on the outskirts of the dance and he made haste to take her hand and break into the waltz. He was sorry that he had mentioned the subject at all, and did his best to efface the impression. xyxy=(461,261,660,355)
masthead-title-left: MANCHESTER xyxy=(14,23,738,166)
story-paragraph: "Oh," she said quietly, "I have enjoyed our dances very much. You are like an old friend of mine." After a while she added, "Do you ever fancy yourself different, do you ever feel as you used to in the years gone by? I have felt all the evening as if I were living my girlhood again." xyxy=(461,1385,660,1479)
divider xyxy=(34,867,233,869)
column-3 xyxy=(454,261,667,2380)
